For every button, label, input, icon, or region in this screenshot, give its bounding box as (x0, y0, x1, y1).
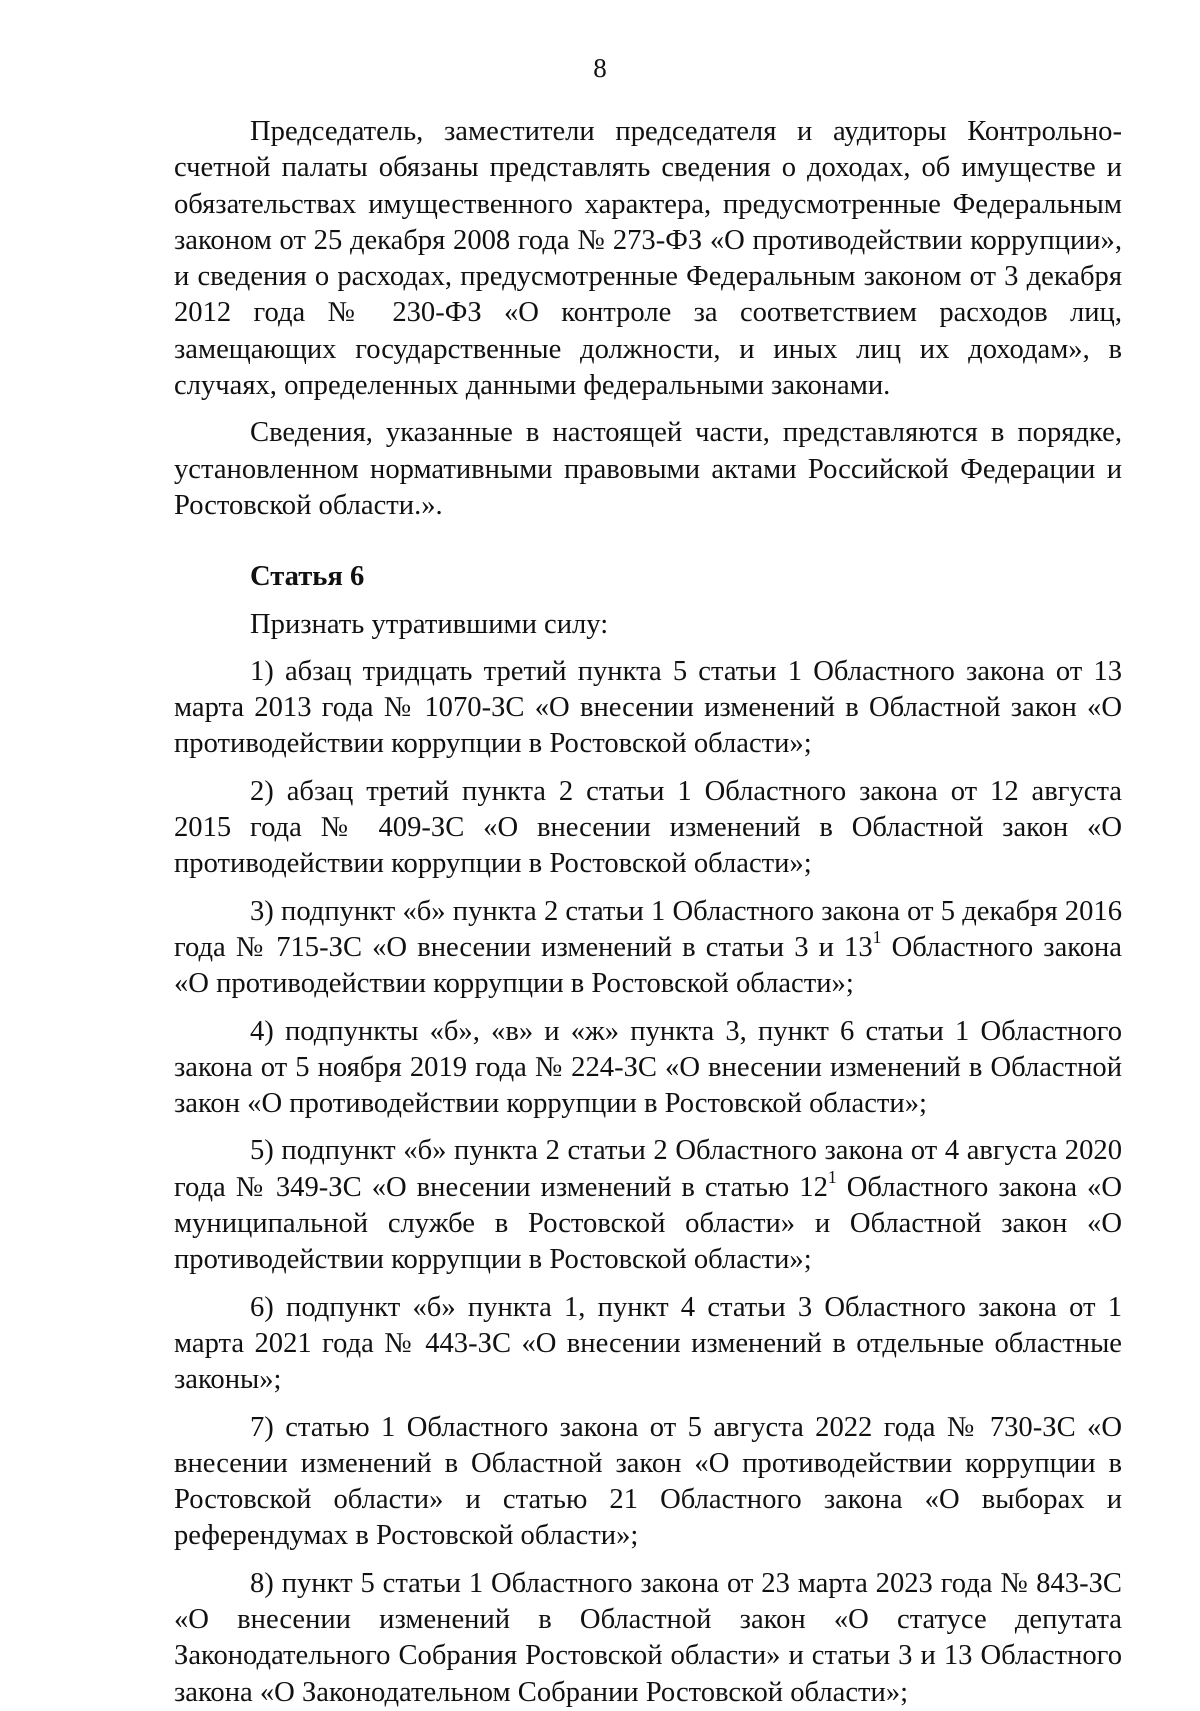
list-item-2: 2) абзац третий пункта 2 статьи 1 Областного закона от 12 августа 2015 года № 409-ЗС «О внесении изменений в Областной закон «О противодействии коррупции в Ростовской области»; (174, 775, 1122, 880)
document-body (174, 114, 1122, 1711)
list-item-1: 1) абзац тридцать третий пункта 5 статьи 1 Областного закона от 13 марта 2013 года № 1070-ЗС «О внесении изменений в Областной закон «О противодействии коррупции в Ростовской области»; (174, 655, 1122, 760)
superscript-index: 1 (827, 1166, 837, 1187)
superscript-index: 1 (872, 926, 882, 947)
paragraph-declarations-procedure: Сведения, указанные в настоящей части, представляются в порядке, установленном нормативными правовыми актами Российской Федерации и Ростовской области.». (174, 417, 1122, 521)
list-item-3-text-start: 3) подпункт «б» пункта 2 статьи 1 Областного закона от 5 декабря 2016 года № 715-ЗС «О внесении изменений в статьи 3 и 13 (174, 895, 1122, 963)
article-heading: Статья 6 (250, 561, 365, 593)
list-item-7: 7) статью 1 Областного закона от 5 августа 2022 года № 730-ЗС «О внесении изменений в Областной закон «О противодействии коррупции в Ростовской области» и статью 21 Областного закона «О выборах и референдумах в Ростовской области»; (174, 1411, 1122, 1552)
list-item-5-text-end: Областного закона «О муниципальной службе в Ростовской области» и Областной закон «О противодействии коррупции в Ростовской области»; (174, 1171, 1122, 1276)
list-item-6: 6) подпункт «б» пункта 1, пункт 4 статьи 3 Областного закона от 1 марта 2021 года № 443-ЗС «О внесении изменений в отдельные областные законы»; (174, 1291, 1122, 1396)
article-intro: Признать утратившими силу: (250, 608, 609, 640)
list-item-8: 8) пункт 5 статьи 1 Областного закона от 23 марта 2023 года № 843-ЗС «О внесении изменений в Областной закон «О статусе депутата Законодательного Собрания Ростовской области» и статьи 3 и 13 Областного закона «О Законодательном Собрании Ростовской области»; (174, 1567, 1122, 1708)
list-item-5-text-start: 5) подпункт «б» пункта 2 статьи 2 Областного закона от 4 августа 2020 года № 349-ЗС «О внесении изменений в статью 12 (174, 1135, 1122, 1203)
list-item-3 (174, 894, 1122, 1003)
list-item-4: 4) подпункты «б», «в» и «ж» пункта 3, пункт 6 статьи 1 Областного закона от 5 ноября 2019 года № 224-ЗС «О внесении изменений в Областной закон «О противодействии коррупции в Ростовской области»; (174, 1015, 1122, 1120)
page-number: 8 (593, 53, 607, 83)
list-item-5 (174, 1133, 1122, 1278)
list-item-3-text-end: Областного закона «О противодействии коррупции в Ростовской области»; (174, 931, 1122, 1000)
paragraph-declarations-duty: Председатель, заместители председателя и аудиторы Контрольно-счетной палаты обязаны представлять сведения о доходах, об имуществе и обязательствах имущественного характера, предусмотренные Федеральным законом от 25 декабря 2008 года № 273-ФЗ «О противодействии коррупции», и сведения о расходах, предусмотренные Федеральным законом от 3 декабря 2012 года № 230-ФЗ «О контроле за соответствием расходов лиц, замещающих государственные должности, и иных лиц их доходам», в случаях, определенных данными федеральными законами. (174, 116, 1122, 402)
